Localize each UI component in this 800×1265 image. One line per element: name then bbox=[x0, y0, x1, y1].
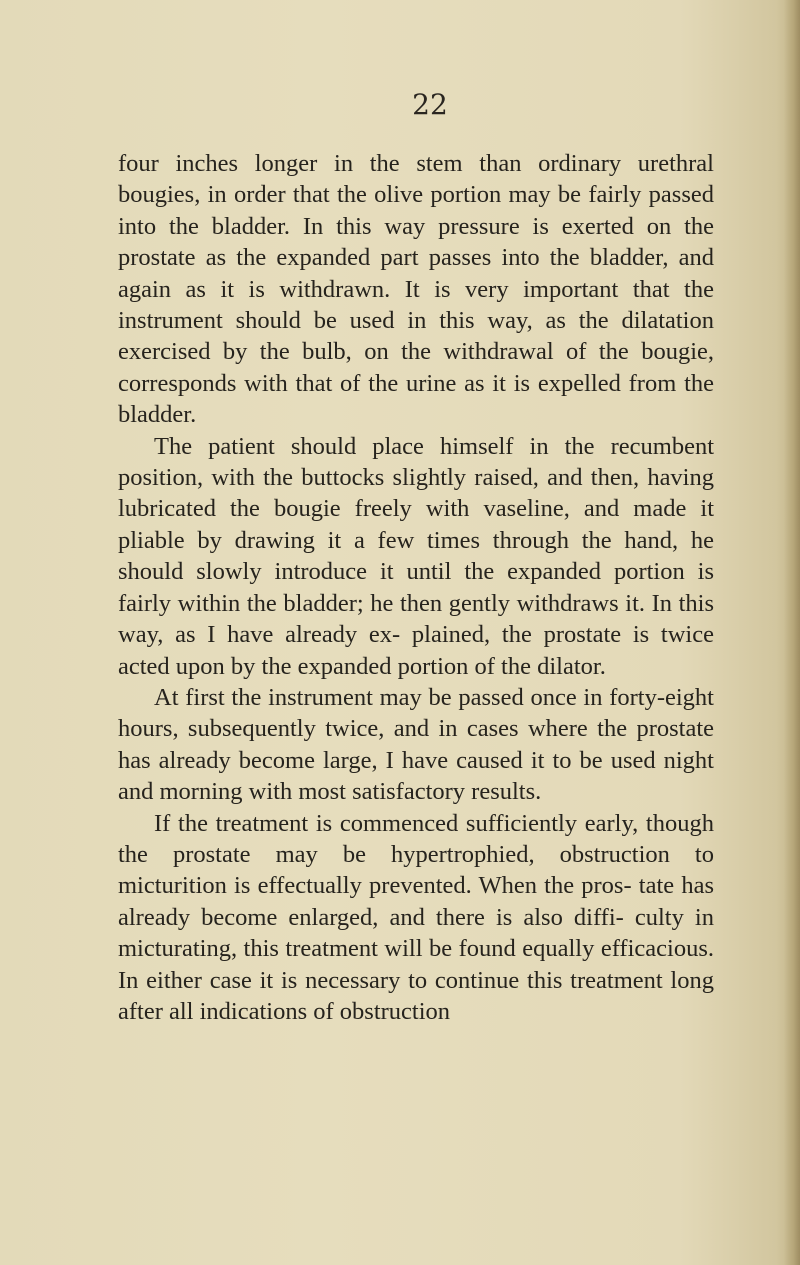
page-edge-shadow bbox=[784, 0, 800, 1265]
paragraph-3: At first the instrument may be passed once in forty-eight hours, subsequently twice, and in cases where the prostate has already become large, I have caused it to be used night and morning with most satisfactory results. bbox=[118, 683, 714, 806]
paragraph-2: The patient should place himself in the recumbent position, with the buttocks slightly raised, and then, having lubricated the bougie freely with vaseline, and made it pliable by drawing it a few times through the hand, he should slowly introduce it until the expanded portion is fairly within the bladder; he then gently withdraws it. In this way, as I have already ex- plained, the prostate is twice acted upon by the expanded portion of the dilator. bbox=[118, 432, 714, 680]
paragraph-4: If the treatment is commenced sufficiently early, though the prostate may be hypertrophied, obstruction to micturition is effectually prevented. When the pros- tate has already become enlarged, and there is also diffi- culty in micturating, this treatment will be found equally efficacious. In either case it is necessary to continue this treatment long after all indications of obstruction bbox=[118, 809, 714, 1025]
page-number: 22 bbox=[412, 88, 448, 121]
body-text bbox=[118, 148, 714, 1027]
paragraph-1: four inches longer in the stem than ordinary urethral bougies, in order that the olive portion may be fairly passed into the bladder. In this way pressure is exerted on the prostate as the expanded part passes into the bladder, and again as it is withdrawn. It is very important that the instrument should be used in this way, as the dilatation exercised by the bulb, on the withdrawal of the bougie, corresponds with that of the urine as it is expelled from the bladder. bbox=[118, 150, 714, 429]
